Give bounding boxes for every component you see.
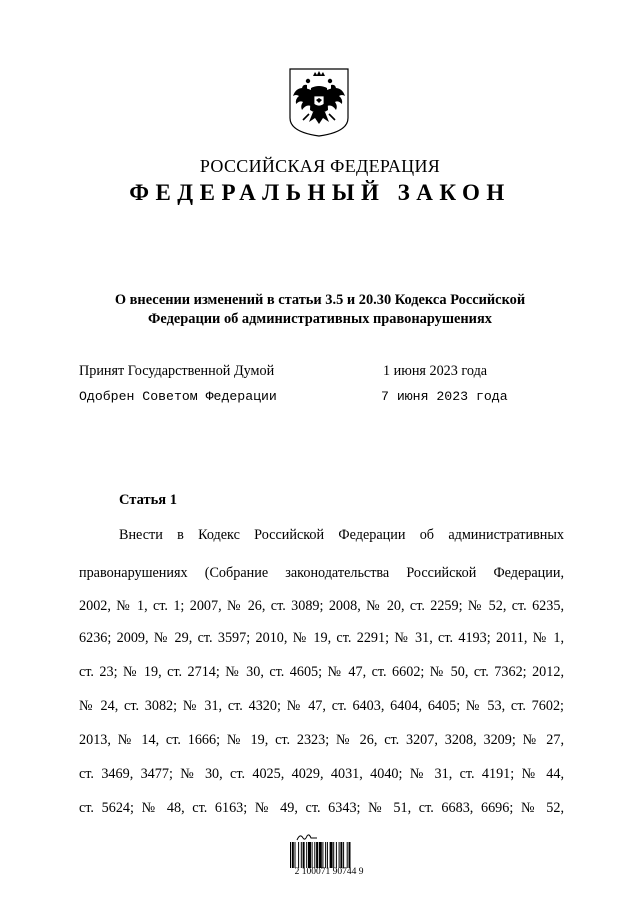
law-title-line: Федерации об административных правонарушениях xyxy=(148,311,492,327)
document-barcode xyxy=(284,832,374,880)
duma-adoption-label: Принят Государственной Думой xyxy=(79,363,275,379)
body-text-line: 6236; 2009, № 29, ст. 3597; 2010, № 19, ст. 2291; № 31, ст. 4193; 2011, № 1, xyxy=(79,630,564,646)
duma-adoption-date: 1 июня 2023 года xyxy=(383,363,488,379)
council-approval-date: 7 июня 2023 года xyxy=(381,389,508,404)
body-text-line: ст. 23; № 19, ст. 2714; № 30, ст. 4605; № 47, ст. 6602; № 50, ст. 7362; 2012, xyxy=(79,664,564,680)
law-title-line: О внесении изменений в статьи 3.5 и 20.30 Кодекса Российской xyxy=(114,292,526,308)
body-text-line: 2002, № 1, ст. 1; 2007, № 26, ст. 3089; 2008, № 20, ст. 2259; № 52, ст. 6235, xyxy=(79,598,564,614)
country-name: РОССИЙСКАЯ ФЕДЕРАЦИЯ xyxy=(199,156,441,176)
coat-of-arms-emblem xyxy=(287,66,351,138)
article-heading: Статья 1 xyxy=(119,492,177,508)
body-text-line: ст. 5624; № 48, ст. 6163; № 49, ст. 6343; № 51, ст. 6683, 6696; № 52, xyxy=(79,800,564,816)
barcode-number: 2 100071 90744 9 xyxy=(294,867,364,877)
body-text-line: правонарушениях (Собрание законодательства Российской Федерации, xyxy=(79,565,564,581)
barcode-icon xyxy=(290,842,368,868)
signature-mark xyxy=(296,832,318,842)
body-text-line: Внести в Кодекс Российской Федерации об административных xyxy=(119,527,564,543)
law-title xyxy=(60,291,580,329)
body-text-line: 2013, № 14, ст. 1666; № 19, ст. 2323; № 26, ст. 3207, 3208, 3209; № 27, xyxy=(79,732,564,748)
document-type: ФЕДЕРАЛЬНЫЙ ЗАКОН xyxy=(129,180,511,205)
body-text-line: ст. 3469, 3477; № 30, ст. 4025, 4029, 4031, 4040; № 31, ст. 4191; № 44, xyxy=(79,766,564,782)
body-text-line: № 24, ст. 3082; № 31, ст. 4320; № 47, ст. 6403, 6404, 6405; № 53, ст. 7602; xyxy=(79,698,564,714)
council-approval-label: Одобрен Советом Федерации xyxy=(79,389,277,404)
